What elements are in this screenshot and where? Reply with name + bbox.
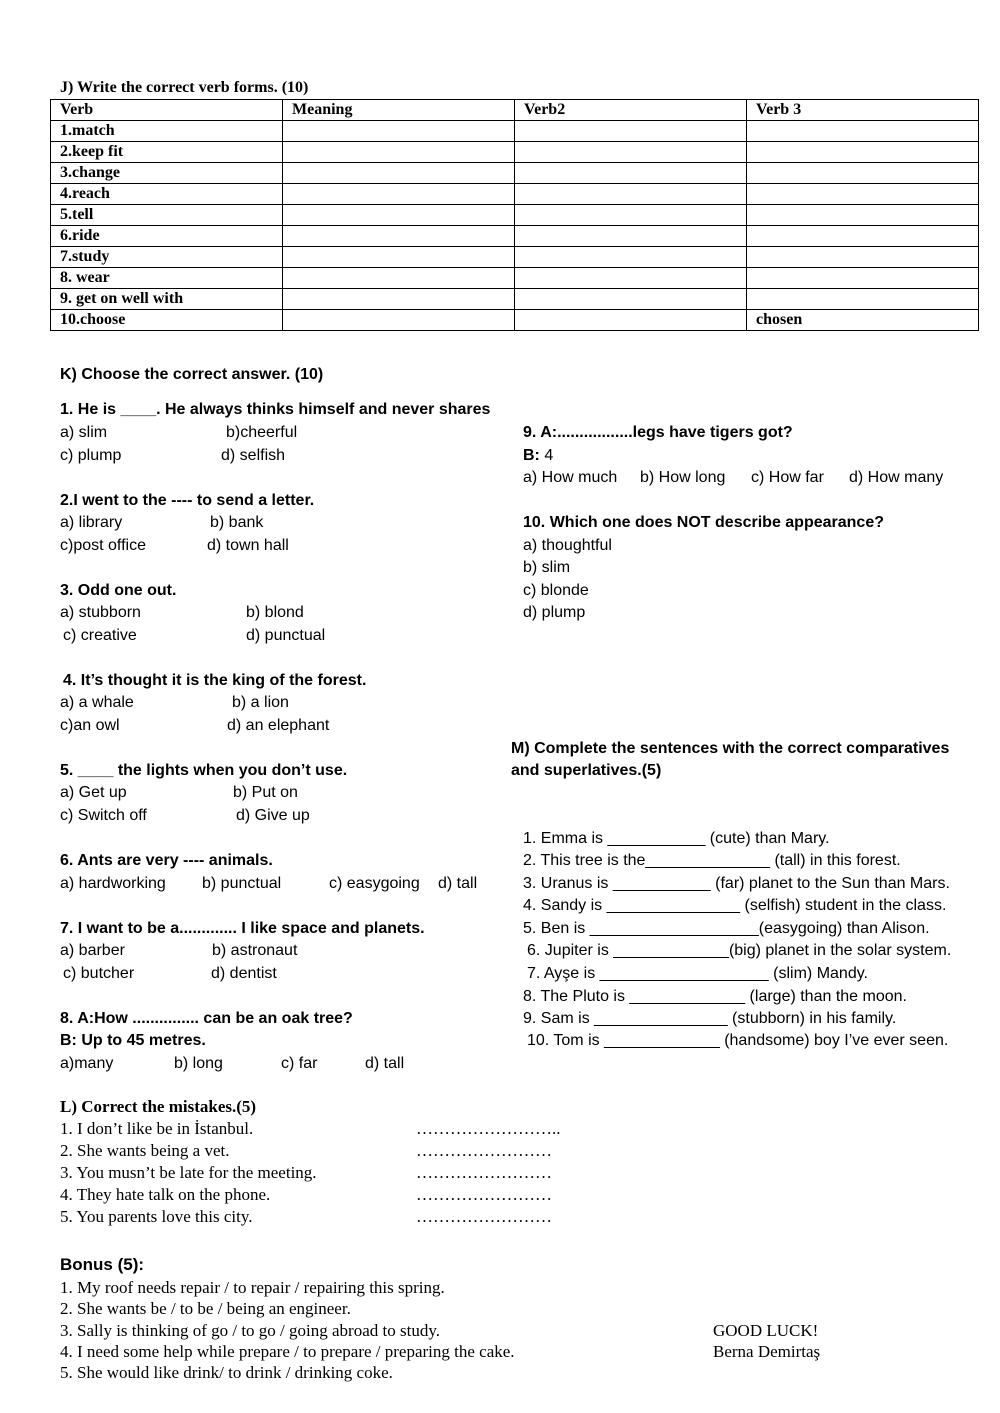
cell-verb: 10.choose [51, 310, 283, 331]
q6-option-c: c) easygoing [329, 875, 420, 892]
l-item-1: 1. I don’t like be in İstanbul. [60, 1119, 254, 1138]
q4-option-b: b) a lion [232, 694, 289, 711]
table-row [51, 268, 979, 289]
question-9: 9. A:.................legs have tigers got? [523, 424, 793, 441]
cell-meaning [283, 163, 515, 184]
cell-meaning [283, 226, 515, 247]
cell-verb: 6.ride [51, 226, 283, 247]
q8-option-b: b) long [174, 1055, 223, 1072]
q1-option-a: a) slim [60, 424, 108, 441]
q2-option-d: d) town hall [207, 537, 289, 554]
cell-verb: 1.match [51, 121, 283, 142]
bonus-item-5: 5. She would like drink/ to drink / drinking coke. [60, 1363, 393, 1382]
q3-option-d: d) punctual [246, 627, 326, 644]
q5-option-d: d) Give up [236, 807, 310, 824]
question-8: 8. A:How ............... can be an oak tree? [60, 1010, 353, 1027]
cell-verb2 [515, 289, 747, 310]
q5-option-b: b) Put on [233, 784, 298, 801]
section-m-title-line2: and superlatives.(5) [511, 762, 662, 779]
q7-option-b: b) astronaut [212, 942, 298, 959]
l-item-1-blank: …………………….. [416, 1119, 561, 1138]
question-1: 1. He is ____. He always thinks himself and never shares [60, 401, 491, 418]
cell-meaning [283, 310, 515, 331]
question-10: 10. Which one does NOT describe appearance? [523, 514, 884, 531]
q9-option-b: b) How long [640, 469, 726, 486]
section-j-title: J) Write the correct verb forms. (10) [60, 79, 309, 96]
q3-option-c: c) creative [63, 627, 137, 644]
cell-verb2 [515, 121, 747, 142]
cell-verb3 [747, 247, 979, 268]
l-item-4: 4. They hate talk on the phone. [60, 1185, 271, 1204]
author-name: Berna Demirtaş [713, 1342, 821, 1361]
table-row [51, 121, 979, 142]
cell-verb3 [747, 142, 979, 163]
good-luck-text: GOOD LUCK! [713, 1321, 819, 1340]
table-row [51, 205, 979, 226]
cell-meaning [283, 289, 515, 310]
header-verb2: Verb2 [515, 100, 747, 121]
q1-option-c: c) plump [60, 447, 122, 464]
l-item-5: 5. You parents love this city. [60, 1207, 253, 1226]
table-row [51, 247, 979, 268]
bonus-item-2: 2. She wants be / to be / being an engineer. [60, 1299, 351, 1318]
q9-option-d: d) How many [849, 469, 944, 486]
verb-forms-table [50, 99, 979, 331]
question-3: 3. Odd one out. [60, 582, 177, 599]
cell-verb3 [747, 226, 979, 247]
m-item-10: 10. Tom is _____________ (handsome) boy I’ve ever seen. [527, 1032, 949, 1049]
q8-option-c: c) far [281, 1055, 318, 1072]
q6-option-b: b) punctual [202, 875, 282, 892]
cell-verb2 [515, 205, 747, 226]
cell-meaning [283, 121, 515, 142]
header-verb: Verb [51, 100, 283, 121]
cell-verb3 [747, 184, 979, 205]
q9-option-c: c) How far [751, 469, 824, 486]
q2-option-b: b) bank [210, 514, 264, 531]
q9-b-value: 4 [544, 447, 554, 464]
cell-verb2 [515, 142, 747, 163]
cell-verb: 3.change [51, 163, 283, 184]
q10-option-a: a) thoughtful [523, 537, 612, 554]
q3-option-b: b) blond [246, 604, 304, 621]
q7-option-a: a) barber [60, 942, 125, 959]
cell-verb2 [515, 163, 747, 184]
question-7: 7. I want to be a............. I like space and planets. [60, 920, 425, 937]
m-item-1: 1. Emma is ___________ (cute) than Mary. [523, 830, 830, 847]
table-row [51, 226, 979, 247]
cell-verb3 [747, 121, 979, 142]
table-row [51, 163, 979, 184]
question-5: 5. ____ the lights when you don’t use. [60, 762, 348, 779]
q6-option-d: d) tall [438, 875, 478, 892]
table-row [51, 142, 979, 163]
q9-option-a: a) How much [523, 469, 618, 486]
question-8-answer-line: B: Up to 45 metres. [60, 1032, 206, 1049]
m-item-3: 3. Uranus is ___________ (far) planet to the Sun than Mars. [523, 875, 950, 892]
q10-option-c: c) blonde [523, 582, 589, 599]
header-verb3: Verb 3 [747, 100, 979, 121]
cell-verb2 [515, 226, 747, 247]
table-row [51, 310, 979, 331]
m-item-9: 9. Sam is _______________ (stubborn) in his family. [523, 1010, 897, 1027]
table-header-row [51, 100, 979, 121]
l-item-5-blank: …………………… [416, 1207, 552, 1226]
cell-verb: 5.tell [51, 205, 283, 226]
table-row [51, 184, 979, 205]
m-item-4: 4. Sandy is _______________ (selfish) student in the class. [523, 897, 947, 914]
cell-verb2 [515, 184, 747, 205]
l-item-2-blank: …………………… [416, 1141, 552, 1160]
m-item-7: 7. Ayşe is ___________________ (slim) Mandy. [527, 965, 868, 982]
cell-meaning [283, 268, 515, 289]
q8-option-a: a)many [60, 1055, 114, 1072]
bonus-item-1: 1. My roof needs repair / to repair / repairing this spring. [60, 1278, 445, 1297]
question-6: 6. Ants are very ---- animals. [60, 852, 273, 869]
cell-verb: 7.study [51, 247, 283, 268]
bonus-item-4: 4. I need some help while prepare / to prepare / preparing the cake. [60, 1342, 515, 1361]
l-item-3: 3. You musn’t be late for the meeting. [60, 1163, 317, 1182]
cell-verb: 2.keep fit [51, 142, 283, 163]
q5-option-a: a) Get up [60, 784, 127, 801]
cell-meaning [283, 247, 515, 268]
bonus-item-3: 3. Sally is thinking of go / to go / going abroad to study. [60, 1321, 440, 1340]
cell-verb2 [515, 247, 747, 268]
q10-option-d: d) plump [523, 604, 586, 621]
cell-verb3: chosen [747, 310, 979, 331]
header-meaning: Meaning [283, 100, 515, 121]
q8-option-d: d) tall [365, 1055, 405, 1072]
q5-option-c: c) Switch off [60, 807, 147, 824]
l-item-4-blank: …………………… [416, 1185, 552, 1204]
q9-b-label: B: [523, 447, 540, 464]
m-item-6: 6. Jupiter is _____________(big) planet in the solar system. [527, 942, 952, 959]
m-item-5: 5. Ben is ___________________(easygoing) than Alison. [523, 920, 930, 937]
q10-option-b: b) slim [523, 559, 571, 576]
q4-option-c: c)an owl [60, 717, 120, 734]
question-9-answer-line [523, 446, 553, 466]
q3-option-a: a) stubborn [60, 604, 141, 621]
bonus-title: Bonus (5): [60, 1255, 145, 1274]
q2-option-c: c)post office [60, 537, 146, 554]
cell-verb3 [747, 205, 979, 226]
question-2: 2.I went to the ---- to send a letter. [60, 492, 315, 509]
q1-option-d: d) selfish [221, 447, 286, 464]
q4-option-a: a) a whale [60, 694, 134, 711]
cell-verb2 [515, 268, 747, 289]
section-k-title: K) Choose the correct answer. (10) [60, 366, 324, 383]
q4-option-d: d) an elephant [227, 717, 330, 734]
m-item-8: 8. The Pluto is _____________ (large) than the moon. [523, 988, 907, 1005]
cell-meaning [283, 184, 515, 205]
q2-option-a: a) library [60, 514, 123, 531]
section-m-title-line1: M) Complete the sentences with the correct comparatives [511, 740, 950, 757]
cell-verb: 9. get on well with [51, 289, 283, 310]
l-item-3-blank: …………………… [416, 1163, 552, 1182]
m-item-2: 2. This tree is the______________ (tall) in this forest. [523, 852, 901, 869]
cell-meaning [283, 142, 515, 163]
q1-option-b: b)cheerful [226, 424, 298, 441]
q7-option-d: d) dentist [211, 965, 277, 982]
section-l-title: L) Correct the mistakes.(5) [60, 1097, 257, 1116]
cell-verb3 [747, 268, 979, 289]
cell-verb3 [747, 289, 979, 310]
cell-verb2 [515, 310, 747, 331]
q6-option-a: a) hardworking [60, 875, 166, 892]
l-item-2: 2. She wants being a vet. [60, 1141, 230, 1160]
table-row [51, 289, 979, 310]
cell-verb: 8. wear [51, 268, 283, 289]
cell-verb3 [747, 163, 979, 184]
q7-option-c: c) butcher [63, 965, 135, 982]
cell-meaning [283, 205, 515, 226]
question-4: 4. It’s thought it is the king of the forest. [63, 672, 367, 689]
cell-verb: 4.reach [51, 184, 283, 205]
